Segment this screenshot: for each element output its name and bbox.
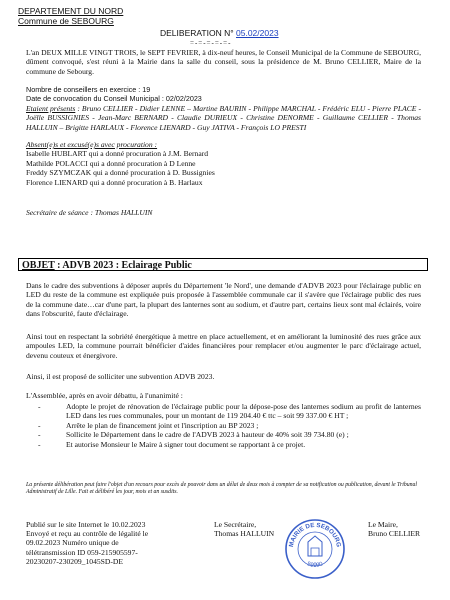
deliberation-title — [160, 28, 279, 38]
department-text: DEPARTEMENT DU NORD — [18, 6, 124, 16]
absent-item: Florence LIENARD qui a donné procuration à B. Harlaux — [26, 177, 203, 187]
secretary-line: Secrétaire de séance : Thomas HALLUIN — [26, 208, 153, 217]
decision-item: - Adopte le projet de rénovation de l'éclairage public pour la dépose-pose des lanternes sodium au profit de lanternes LED dans les rues communales, pour un montant de 119 204.40 € ttc – soit 99 337.00 € HT ; — [26, 402, 421, 421]
commune-text: Commune de SEBOURG — [18, 16, 114, 26]
commune-name — [18, 16, 114, 26]
mayor-title: Le Maire, — [368, 520, 398, 529]
absents-label: Absent(e)s et excusé(e)s avec procuration : — [26, 140, 158, 149]
decision-list — [26, 402, 421, 449]
presents-label: Etaient présents — [26, 104, 76, 113]
convocation-date: Date de convocation du Conseil Municipal : 02/02/2023 — [26, 94, 202, 103]
seal-top-text: MAIRIE DE SEBOURG — [288, 521, 342, 548]
deliberation-label: DELIBERATION N° — [160, 28, 234, 38]
body-paragraph-3: Ainsi, il est proposé de solliciter une subvention ADVB 2023. — [26, 372, 215, 381]
decision-item: - Arrête le plan de financement joint et l'inscription au BP 2023 ; — [26, 421, 421, 430]
decision-item: - Et autorise Monsieur le Maire à signer tout document se rapportant à ce projet. — [26, 440, 421, 449]
separator: =-=-=-=-=- — [190, 39, 232, 47]
svg-text:MAIRIE DE SEBOURG — [288, 522, 342, 548]
svg-text:59990 — [306, 561, 324, 569]
objet-text: : ADVB 2023 : Eclairage Public — [54, 260, 192, 271]
presents-paragraph — [26, 104, 421, 132]
absent-item: Mathilde POLACCI qui a donné procuration à D Lenne — [26, 158, 196, 168]
members-count: Nombre de conseillers en exercice : 19 — [26, 85, 151, 94]
seal-bottom-text: 59990 — [306, 561, 324, 569]
intro-paragraph: L'an DEUX MILLE VINGT TROIS, le SEPT FEVRIER, à dix-neuf heures, le Conseil Municipal de la Commune de SEBOURG, dûment convoqué, s'est réuni à la Mairie dans la salle du conseil, sous la présidence de M. Bruno CELLIER, Maire de la commune de Sebourg. — [26, 48, 421, 76]
secretary-title: Le Secrétaire, — [214, 520, 257, 529]
body-paragraph-2: Ainsi tout en respectant la sobriété énergétique à mettre en place actuellement, et en améliorant la luminosité des rues grâce aux ampoules LED, la commune pourrait bénéficier d'aides financières pour remplacer et/ou augmenter le parc d'éclairage actuel, devenu couteux et énergivore. — [26, 332, 421, 360]
publication-info: Publié sur le site Internet le 10.02.2023 Envoyé et reçu au contrôle de légalité le 09.02.2023 Numéro unique de télétransmission ID 059-215905597- 20230207-230209_1045SD-DE — [26, 520, 149, 566]
objet-label: OBJET — [22, 260, 55, 271]
decision-item: - Sollicite le Département dans le cadre de l'ADVB 2023 à hauteur de 40% soit 39 734.80 (e) ; — [26, 430, 421, 439]
secretary-signature-block — [214, 520, 274, 538]
absent-item: Freddy SZYMCZAK qui a donné procuration à D. Bussignies — [26, 168, 215, 178]
mayor-signature-block — [368, 520, 420, 538]
mayor-name: Bruno CELLIER — [368, 529, 421, 539]
body-paragraph-1: Dans le cadre des subventions à déposer auprès du Département 'le Nord', une demande d'ADVB 2023 pour l'éclairage public en LED du reste de la commune est expliquée puis proposée à l'assemblée communale car il s'avère que l'éclairage public des rues de la commune date…car d'une part, la plupart des lanternes sont au sodium, et d'autre part, certains lieux sont mal éclairés, voire dans l'obscurité, faute d'éclairage. — [26, 281, 421, 319]
legal-note: La présente délibération peut faire l'objet d'un recours pour excès de pouvoir dans un délai de deux mois à compter de sa notification ou publication, devant le Tribunal Administratif de Lille. Fait et délibéré les jour, mois et an susdits. — [26, 482, 418, 495]
presents-list: : Bruno CELLIER - Didier LENNE – Martine BAURIN - Philippe MARCHAL - Frédéric ELU - Pierre PLACE - Joëlle BUSSIGNIES - Jean-Marc BERNARD - Claudie DURIEUX - Christine DENORME - Guillaume CELLIER - Thomas HALLUIN – Brigitte HARLAUX - Florence LIENARD - Guy JATIVA - François LO PRESTI — [26, 104, 421, 132]
secretary-name: Thomas HALLUIN — [214, 529, 275, 539]
deliberation-number: 05.02/2023 — [236, 28, 279, 38]
mairie-seal-icon — [284, 518, 346, 580]
absents-section — [26, 140, 421, 187]
department-name — [18, 6, 123, 16]
absent-item: Isabelle HUBLART qui a donné procuration à J.M. Bernard — [26, 149, 209, 159]
objet-box — [18, 258, 428, 271]
assembly-decision: L'Assemblée, après en avoir débattu, à l'unanimité : — [26, 391, 183, 400]
